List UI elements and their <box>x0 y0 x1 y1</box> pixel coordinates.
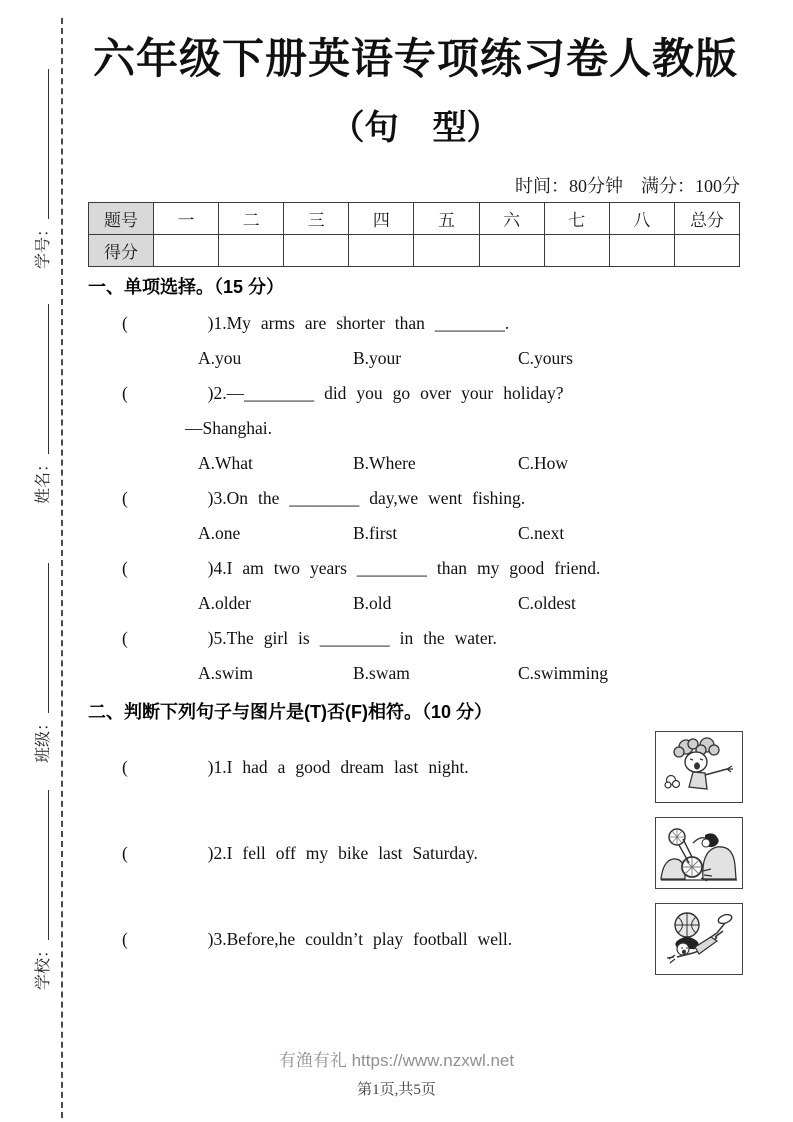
s1-question-5 <box>88 621 743 656</box>
answer-bracket: ( ) <box>122 313 214 333</box>
s2-item-2-text: 2.I fell off my bike last Saturday. <box>213 842 478 863</box>
col-header-4: 四 <box>349 203 414 235</box>
option-a: A.swim <box>198 663 253 683</box>
s2-item-1-text: 1.I had a good dream last night. <box>213 756 469 777</box>
bike-fall-drawing <box>659 821 739 885</box>
option-a: A.What <box>198 453 253 473</box>
col-header-7: 七 <box>544 203 609 235</box>
school-blank-line <box>48 790 49 940</box>
s1-question-2-reply: —Shanghai. <box>185 418 273 438</box>
answer-bracket: ( ) <box>122 928 214 949</box>
student-name-blank-line <box>48 304 49 454</box>
option-b: B.old <box>353 593 392 613</box>
option-c: C.next <box>518 523 565 543</box>
option-b: B.your <box>353 348 402 368</box>
page-subtitle: （句 型） <box>330 110 501 147</box>
col-header-total: 总分 <box>674 203 739 235</box>
score-row-label: 得分 <box>89 235 154 267</box>
s2-item-2 <box>88 817 743 889</box>
s2-item-3 <box>88 903 743 975</box>
col-header-2: 二 <box>219 203 284 235</box>
answer-bracket: ( ) <box>122 488 214 508</box>
s2-item-1 <box>88 731 743 803</box>
col-header-6: 六 <box>479 203 544 235</box>
footer-site-text: 有渔有礼 https://www.nzxwl.net <box>278 1051 515 1070</box>
s2-item-2-sentence <box>88 843 478 864</box>
option-c: C.swimming <box>518 663 608 683</box>
scared-child-dream-illustration <box>655 731 743 803</box>
option-c: C.yours <box>518 348 573 368</box>
option-a: A.older <box>198 593 251 613</box>
s1-question-3-options <box>88 516 743 551</box>
class-blank-line <box>48 563 49 713</box>
school-field <box>23 790 53 990</box>
score-table <box>88 202 740 267</box>
score-cell-empty <box>674 235 739 267</box>
s2-item-3-sentence <box>88 929 512 950</box>
score-cell-empty <box>609 235 674 267</box>
option-a: A.one <box>198 523 241 543</box>
football-dive-drawing <box>659 907 739 971</box>
football-dive-illustration <box>655 903 743 975</box>
s2-item-3-text: 3.Before,he couldn’t play football well. <box>213 928 513 949</box>
score-cell-empty <box>414 235 479 267</box>
school-label: 学校： <box>35 941 52 990</box>
score-table-header-row <box>89 203 740 235</box>
col-header-3: 三 <box>284 203 349 235</box>
score-table-score-row <box>89 235 740 267</box>
score-cell-empty <box>154 235 219 267</box>
col-header-1: 一 <box>154 203 219 235</box>
option-b: B.first <box>353 523 398 543</box>
answer-bracket: ( ) <box>122 842 214 863</box>
section2 <box>88 699 743 975</box>
student-number-label: 学号： <box>35 220 52 269</box>
option-b: B.Where <box>353 453 416 473</box>
section1-heading: 一、单项选择。（15 分） <box>88 277 285 297</box>
question-number-header: 题号 <box>89 203 154 235</box>
s1-question-2-options <box>88 446 743 481</box>
score-cell-empty <box>544 235 609 267</box>
student-number-field <box>23 69 53 269</box>
class-label: 班级： <box>35 714 52 763</box>
bike-fall-illustration <box>655 817 743 889</box>
s1-question-3 <box>88 481 743 516</box>
footer-page-number: 第1页,共5页 <box>357 1082 436 1098</box>
answer-bracket: ( ) <box>122 628 214 648</box>
s1-question-4-text: 4.I am two years ________ than my good friend. <box>213 558 601 578</box>
score-cell-empty <box>349 235 414 267</box>
s1-question-5-text: 5.The girl is ________ in the water. <box>213 628 497 648</box>
option-c: C.oldest <box>518 593 576 613</box>
s1-question-2 <box>88 376 743 411</box>
answer-bracket: ( ) <box>122 756 214 777</box>
student-name-field <box>23 304 53 504</box>
student-name-label: 姓名： <box>35 455 52 504</box>
s2-item-1-sentence <box>88 757 469 778</box>
score-cell-empty <box>284 235 349 267</box>
answer-bracket: ( ) <box>122 558 214 578</box>
exam-time-score-info: 时间：80分钟 满分：100分 <box>515 176 740 196</box>
cut-dashed-line <box>61 18 63 1118</box>
s1-question-1-options <box>88 341 743 376</box>
section2-heading: 二、判断下列句子与图片是(T)否(F)相符。（10 分） <box>88 702 492 722</box>
s1-question-4 <box>88 551 743 586</box>
score-cell-empty <box>479 235 544 267</box>
answer-bracket: ( ) <box>122 383 214 403</box>
option-c: C.How <box>518 453 569 473</box>
col-header-8: 八 <box>609 203 674 235</box>
option-b: B.swam <box>353 663 410 683</box>
page-title: 六年级下册英语专项练习卷人教版 <box>92 37 738 83</box>
question-content <box>88 274 743 989</box>
s1-question-1-text: 1.My arms are shorter than ________. <box>213 313 510 333</box>
s1-question-1 <box>88 306 743 341</box>
s1-question-2-text: 2.—________ did you go over your holiday? <box>213 383 564 403</box>
option-a: A.you <box>198 348 242 368</box>
score-cell-empty <box>219 235 284 267</box>
scared-child-dream-drawing <box>659 735 739 799</box>
student-number-blank-line <box>48 69 49 219</box>
s1-question-5-options <box>88 656 743 691</box>
class-field <box>23 563 53 763</box>
s1-question-3-text: 3.On the ________ day,we went fishing. <box>213 488 526 508</box>
col-header-5: 五 <box>414 203 479 235</box>
s1-question-4-options <box>88 586 743 621</box>
